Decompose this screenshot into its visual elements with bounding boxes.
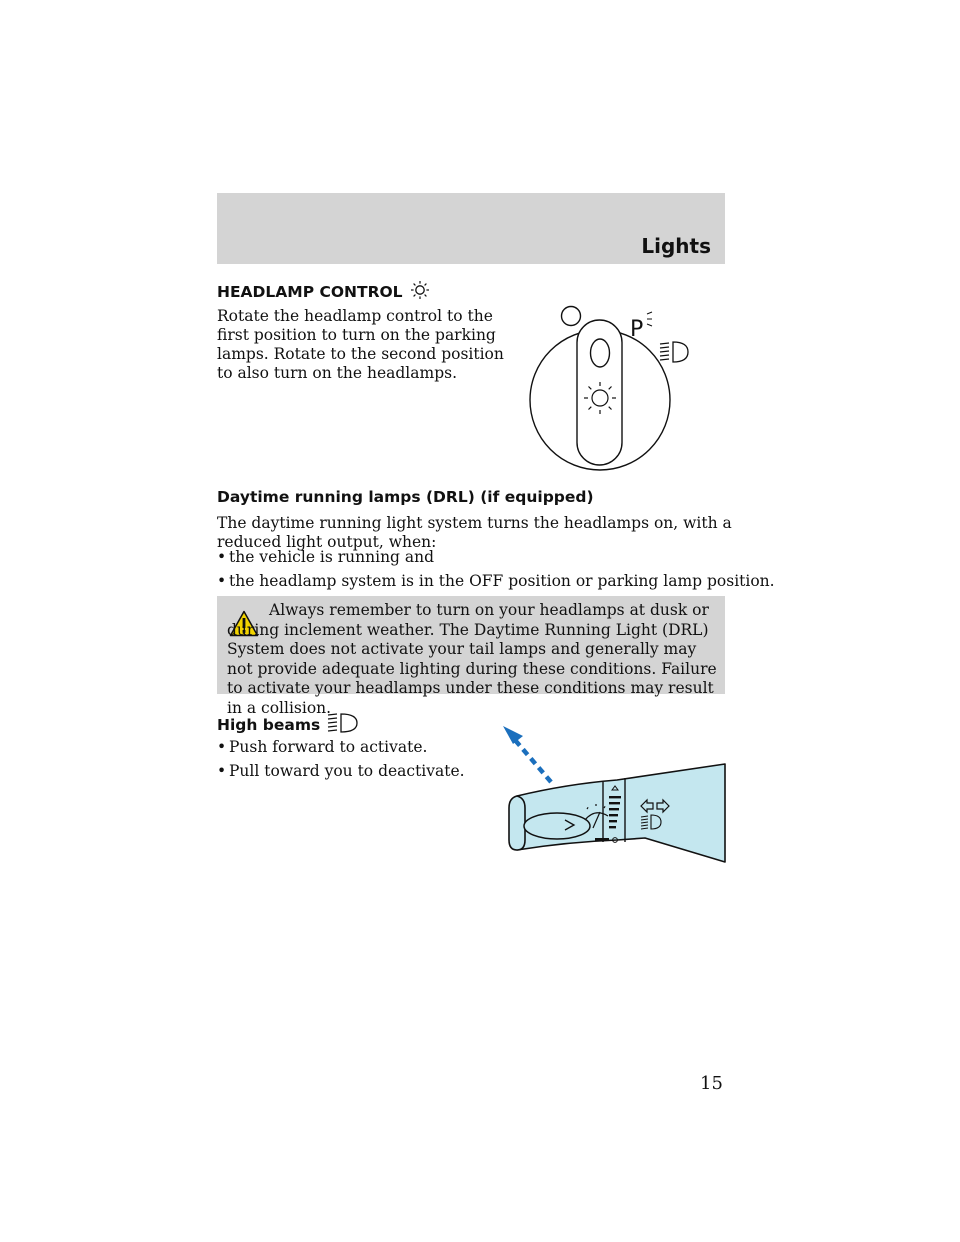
high-beam-icon bbox=[327, 713, 359, 733]
bullet-mark: • bbox=[217, 762, 227, 780]
page-number: 15 bbox=[700, 1073, 723, 1094]
multifunction-stalk-illustration bbox=[495, 712, 727, 870]
high-beams-bullet bbox=[217, 762, 465, 781]
headlamp-line: first position to turn on the parking bbox=[217, 326, 496, 344]
push-forward-arrow-icon bbox=[503, 726, 551, 782]
high-beams-heading-text: High beams bbox=[217, 716, 321, 734]
section-header-band bbox=[217, 193, 725, 264]
drl-bullet-text: the headlamp system is in the OFF position or parking lamp position. bbox=[229, 572, 775, 590]
drl-heading: Daytime running lamps (DRL) (if equipped) bbox=[217, 488, 594, 506]
drl-intro bbox=[217, 514, 732, 552]
headlamp-heading bbox=[217, 280, 430, 301]
headlamp-line: to also turn on the headlamps. bbox=[217, 364, 458, 382]
section-title: Lights bbox=[641, 234, 711, 258]
headlamp-heading-text: HEADLAMP CONTROL bbox=[217, 283, 403, 301]
dial-high-beam-icon bbox=[660, 342, 688, 362]
high-beams-bullet-text: Pull toward you to deactivate. bbox=[229, 762, 465, 780]
headlamp-line: lamps. Rotate to the second position bbox=[217, 345, 504, 363]
drl-intro-line: reduced light output, when: bbox=[217, 533, 437, 551]
high-beams-bullet bbox=[217, 738, 427, 757]
warning-text: Always remember to turn on your headlamps at dusk or during inclement weather. The Daytime Running Light (DRL) System does not activate your tail lamps and generally may not provide adequate lighting during these conditions. Failure to activate your headlamps under these conditions may result in a collision. bbox=[227, 601, 717, 717]
high-beams-heading bbox=[217, 713, 359, 734]
warning-box bbox=[217, 596, 725, 717]
stalk-end-cap bbox=[509, 796, 525, 850]
bullet-mark: • bbox=[217, 572, 227, 590]
drl-bullet-text: the vehicle is running and bbox=[229, 548, 435, 566]
headlamp-sun-icon bbox=[410, 280, 430, 300]
parking-lamp-rays-icon bbox=[647, 312, 652, 326]
drl-bullet bbox=[217, 572, 775, 591]
headlamp-paragraph bbox=[217, 307, 504, 383]
drl-bullet bbox=[217, 548, 434, 567]
headlamp-line: Rotate the headlamp control to the bbox=[217, 307, 493, 325]
washer-button bbox=[524, 813, 590, 839]
bullet-mark: • bbox=[217, 738, 227, 756]
high-beams-bullet-text: Push forward to activate. bbox=[229, 738, 428, 756]
dial-parking-label: P bbox=[630, 317, 644, 342]
dial-knob bbox=[577, 320, 622, 465]
bullet-mark: • bbox=[217, 548, 227, 566]
drl-intro-line: The daytime running light system turns the headlamps on, with a bbox=[217, 514, 732, 532]
dial-off-indicator bbox=[562, 307, 581, 326]
headlamp-dial-illustration bbox=[525, 300, 725, 475]
